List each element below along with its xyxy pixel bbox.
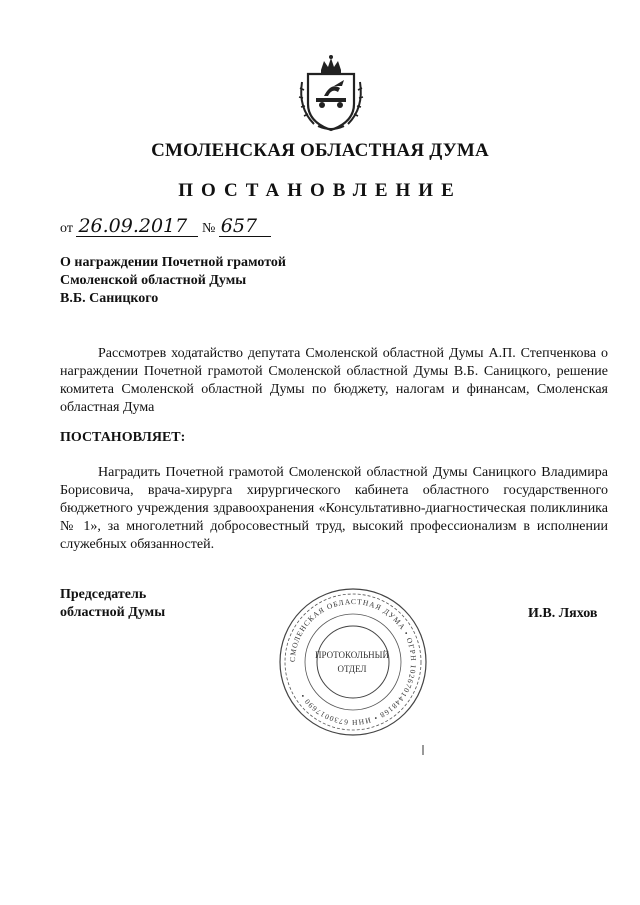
subject-line: О награждении Почетной грамотой (60, 255, 286, 270)
document-type: ПОСТАНОВЛЕНИЕ (178, 180, 462, 201)
coat-of-arms-icon (294, 52, 368, 134)
seal-ring-text: СМОЛЕНСКАЯ ОБЛАСТНАЯ ДУМА • ОГРН 1026701448168 • ИНН 6730017690 • (287, 596, 419, 728)
date-label: от (60, 221, 73, 236)
resolution-paragraph: Наградить Почетной грамотой Смоленской областной Думы Саницкого Владимира Борисовича, врача-хирурга хирургического кабинета областного государственного бюджетного учреждения здравоохранения «Консультативно-диагностическая поликлиника № 1», за многолетний добросовестный труд, высокий профессионализм в исполнении служебных обязанностей. (60, 465, 608, 552)
seal-label (307, 648, 397, 676)
signer-title (60, 586, 165, 622)
document-dateline (60, 216, 271, 237)
organization-title: СМОЛЕНСКАЯ ОБЛАСТНАЯ ДУМА (151, 140, 489, 161)
signer-title-line: Председатель (60, 587, 147, 602)
scan-mark (422, 745, 424, 755)
subject-line: В.Б. Саницкого (60, 291, 159, 306)
preamble-paragraph: Рассмотрев ходатайство депутата Смоленской областной Думы А.П. Степченкова о награждении Почетной грамотой Смоленской областной Думы В.Б. Саницкого, решение комитета Смоленской областной Думы по бюджету, налогам и финансам, Смоленская областная Дума (60, 346, 608, 415)
resolves-heading: ПОСТАНОВЛЯЕТ: (60, 430, 186, 445)
document-subject (60, 254, 286, 308)
subject-line: Смоленской областной Думы (60, 273, 247, 288)
number-label: № (201, 221, 216, 236)
document-date: 26.09.2017 (76, 216, 198, 237)
signer-title-line: областной Думы (60, 605, 166, 620)
document-number: 657 (219, 216, 271, 237)
seal-label-line: ОТДЕЛ (337, 664, 367, 674)
seal-label-line: ПРОТОКОЛЬНЫЙ (315, 650, 389, 660)
signer-name: И.В. Ляхов (528, 606, 598, 621)
